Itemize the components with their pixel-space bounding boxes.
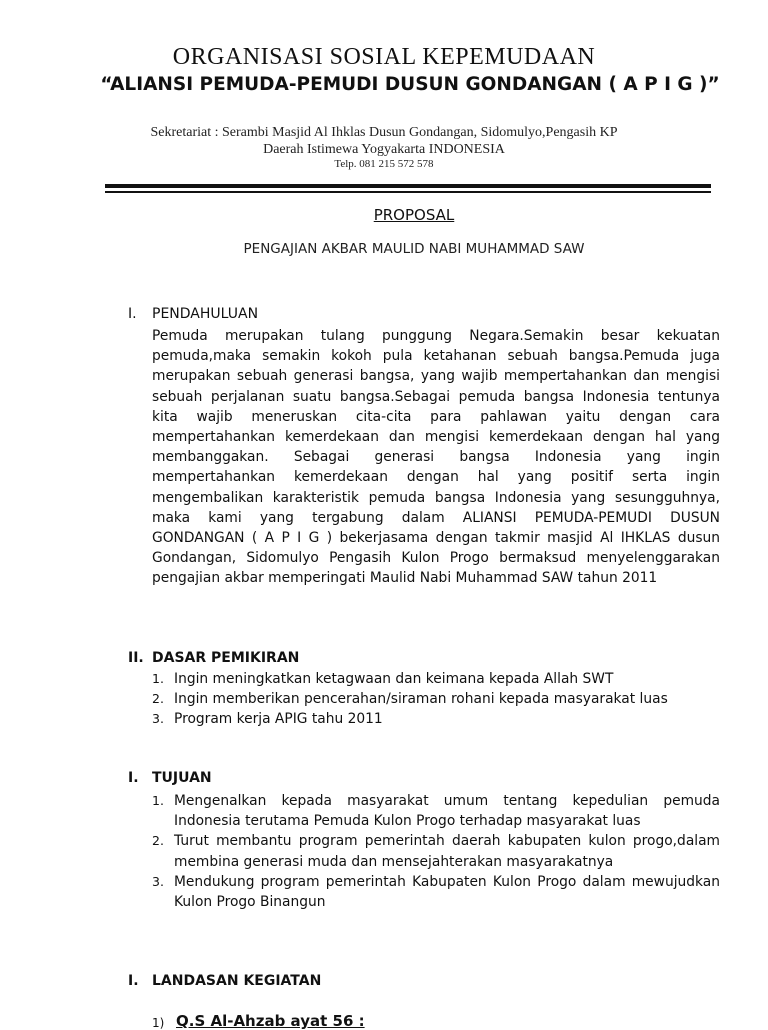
landasan-item-number: 1) (152, 1016, 165, 1030)
list-item (150, 872, 720, 912)
section-title: LANDASAN KEGIATAN (152, 973, 322, 989)
section-number: II. (128, 650, 144, 666)
list-item-number: 3. (152, 873, 164, 889)
document-title: PROPOSAL (373, 206, 455, 224)
list-item (150, 689, 720, 709)
list-item-number: 3. (152, 711, 164, 727)
dasar-pemikiran-list (150, 669, 720, 730)
list-item-text: Mengenalkan kepada masyarakat umum tentang kepedulian pemuda Indonesia terutama Pemuda Kulon Progo terhadap masyarakat luas (174, 793, 720, 830)
list-item-number: 2. (152, 833, 164, 849)
organization-name: “ALIANSI PEMUDA-PEMUDI DUSUN GONDANGAN ( A P I G )” (100, 74, 720, 95)
list-item (150, 791, 720, 831)
address-line: Sekretariat : Serambi Masjid Al Ihklas Dusun Gondangan, Sidomulyo,Pengasih KP (150, 125, 618, 140)
header-divider-thin (105, 191, 711, 193)
list-item-text: Turut membantu program pemerintah daerah kabupaten kulon progo,dalam membina generasi muda dan mensejahterakan masyarakatnya (174, 833, 720, 870)
list-item-text: Program kerja APIG tahu 2011 (174, 711, 383, 728)
list-item-number: 1. (152, 671, 164, 686)
landasan-item-text: Q.S Al-Ahzab ayat 56 : (176, 1012, 365, 1030)
section-title: DASAR PEMIKIRAN (152, 650, 300, 666)
list-item-text: Ingin meningkatkan ketagwaan dan keimana kepada Allah SWT (174, 671, 614, 687)
list-item-number: 2. (152, 691, 164, 707)
list-item-number: 1. (152, 793, 164, 808)
list-item (150, 831, 720, 871)
section-title: PENDAHULUAN (152, 306, 259, 322)
list-item (150, 709, 720, 729)
section-number: I. (128, 306, 137, 322)
section-number: I. (128, 770, 139, 786)
list-item-text: Mendukung program pemerintah Kabupaten Kulon Progo dalam mewujudkan Kulon Progo Binangun (174, 873, 720, 911)
section-number: I. (128, 973, 139, 989)
tujuan-list (150, 791, 720, 912)
organization-type: ORGANISASI SOSIAL KEPEMUDAAN (172, 44, 596, 70)
document-subtitle: PENGAJIAN AKBAR MAULID NABI MUHAMMAD SAW (243, 241, 585, 257)
header-divider-thick (105, 184, 711, 188)
phone-number: Telp. 081 215 572 578 (334, 158, 434, 170)
address-region: Daerah Istimewa Yogyakarta INDONESIA (263, 142, 505, 157)
list-item-text: Ingin memberikan pencerahan/siraman rohani kepada masyarakat luas (174, 691, 668, 708)
list-item (150, 669, 720, 689)
pendahuluan-paragraph: Pemuda merupakan tulang punggung Negara.Semakin besar kekuatan pemuda,maka semakin kokoh pula ketahanan sebuah bangsa.Pemuda juga merupakan sebuah generasi bangsa, yang wajib mempertahankan dan mengisi sebuah perjalanan suatu bangsa.Sebagai pemuda bangsa Indonesia tentunya kita wajib meneruskan cita-cita para pahlawan yaitu dengan cara mempertahankan kemerdekaan dan mengisi kemerdekaan dengan hal yang membanggakan. Sebagai generasi bangsa Indonesia yang ingin mempertahankan kemerdekaan dengan hal yang positif serta ingin mengembalikan karakteristik pemuda bangsa Indonesia yang sesungguhnya, maka kami yang tergabung dalam ALIANSI PEMUDA-PEMUDI DUSUN GONDANGAN ( A P I G ) bekerjasama dengan takmir masjid Al IHKLAS dusun Gondangan, Sidomulyo Pengasih Kulon Progo bermaksud menyelenggarakan pengajian akbar memperingati Maulid Nabi Muhammad SAW tahun 2011 (152, 328, 720, 587)
section-title: TUJUAN (152, 770, 212, 786)
